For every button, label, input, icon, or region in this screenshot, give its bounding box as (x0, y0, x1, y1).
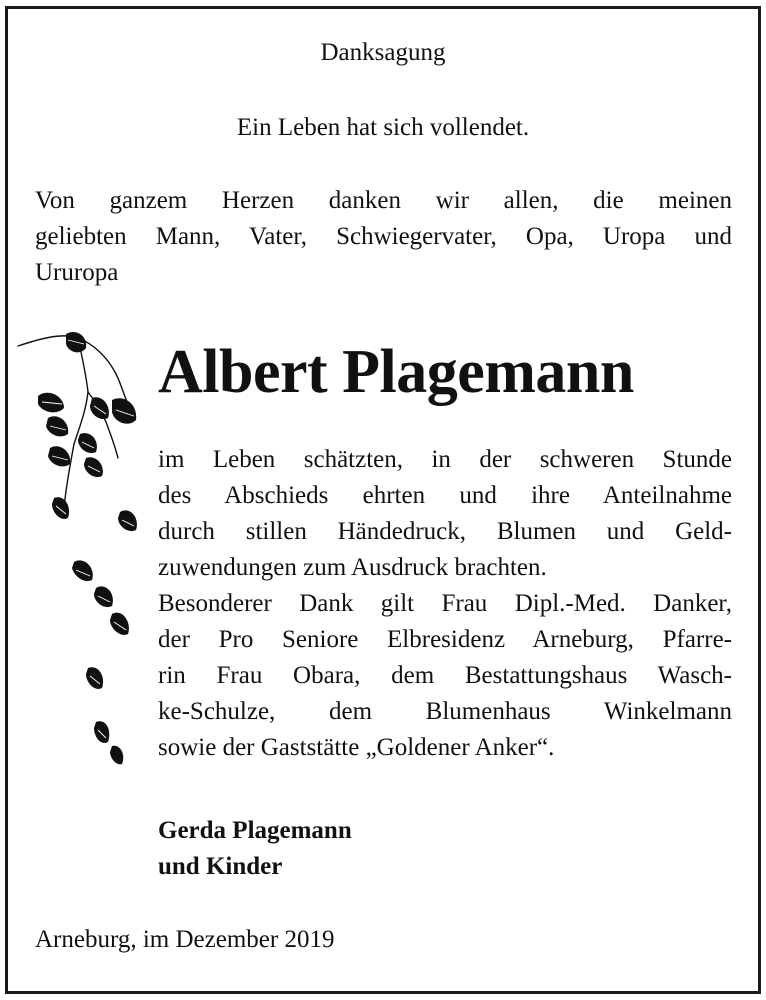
thanks-paragraph (158, 442, 732, 766)
notice-subtitle: Ein Leben hat sich vollendet. (236, 114, 530, 141)
thanks-line: ke-Schulze, dem Blumenhaus Winkelmann (158, 698, 732, 725)
intro-line: Von ganzem Herzen danken wir allen, die meinen (35, 187, 732, 214)
signature (158, 813, 352, 885)
thanks-line: der Pro Seniore Elbresidenz Arneburg, Pfarre- (158, 626, 732, 653)
thanks-line: Besonderer Dank gilt Frau Dipl.-Med. Danker, (158, 590, 732, 617)
intro-paragraph (35, 183, 732, 291)
thanks-line: des Abschieds ehrten und ihre Anteilnahme (158, 482, 732, 509)
signature-family: und Kinder (158, 853, 283, 880)
intro-line: Ururopa (35, 259, 119, 286)
intro-line: geliebten Mann, Vater, Schwiegervater, Opa, Uropa und (35, 223, 732, 250)
deceased-name: Albert Plagemann (158, 338, 634, 406)
notice-title: Danksagung (320, 39, 446, 66)
place-date: Arneburg, im Dezember 2019 (35, 926, 335, 953)
signature-name: Gerda Plagemann (158, 817, 352, 844)
thanks-line: zuwendungen zum Ausdruck brachten. (158, 554, 547, 581)
thanks-line: im Leben schätzten, in der schweren Stunde (158, 446, 732, 473)
thanks-line: rin Frau Obara, dem Bestattungshaus Wasch- (158, 662, 732, 689)
thanks-line: sowie der Gaststätte „Goldener Anker“. (158, 734, 555, 761)
birch-branch-icon (16, 326, 146, 771)
thanks-line: durch stillen Händedruck, Blumen und Geld- (158, 518, 732, 545)
